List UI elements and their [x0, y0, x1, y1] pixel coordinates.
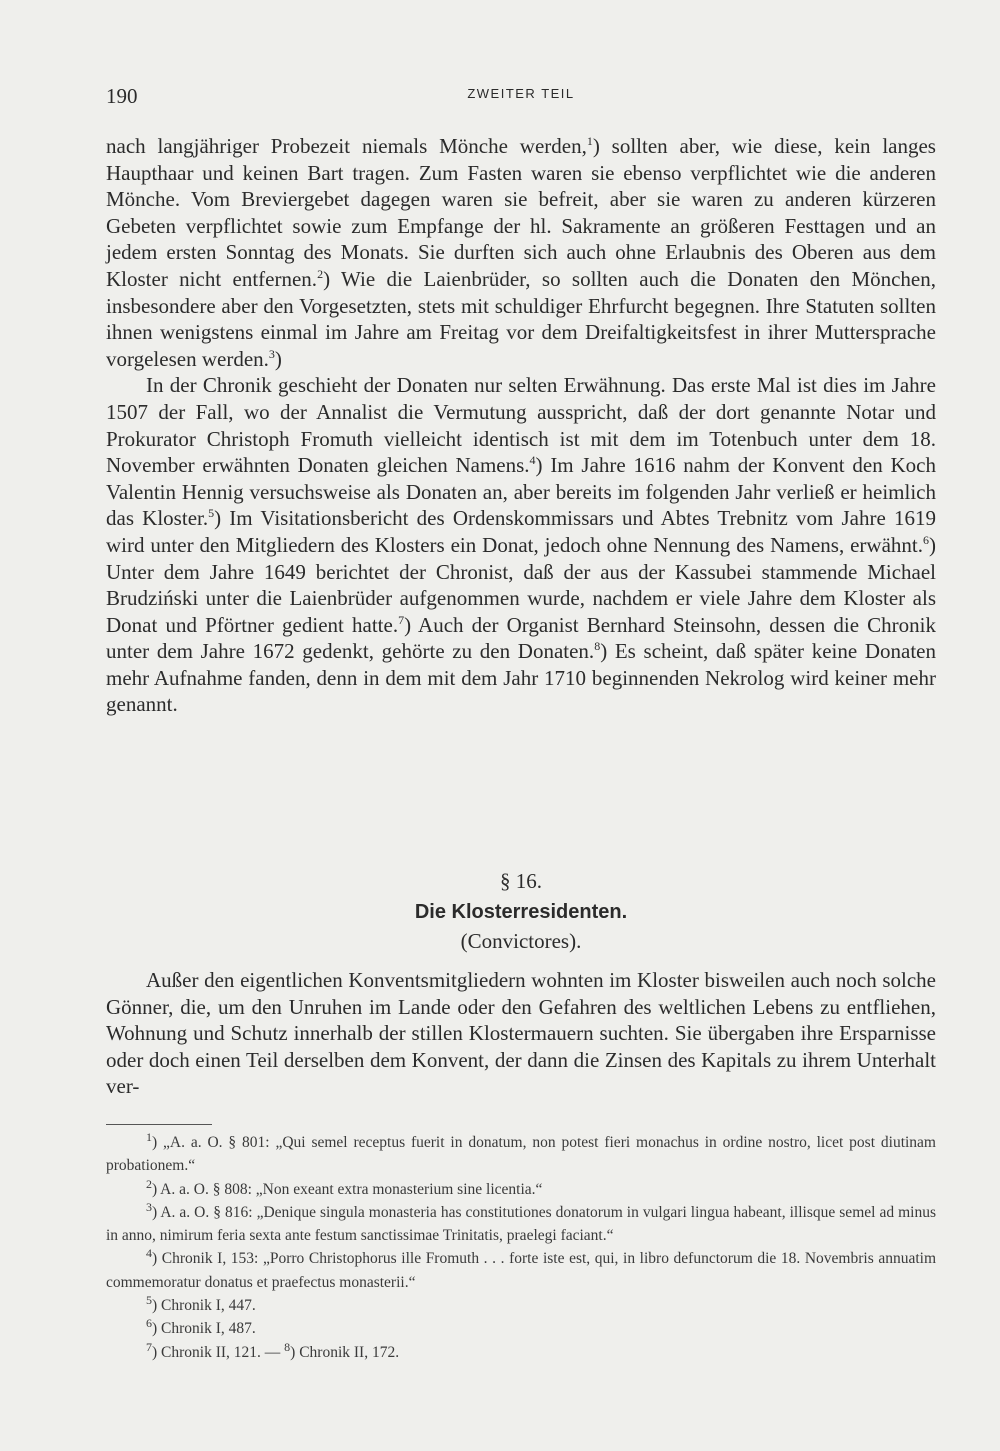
- page-number: 190: [106, 84, 138, 108]
- page-header: [106, 84, 936, 114]
- section-subtitle: (Convictores).: [460, 929, 582, 953]
- footnote-6: $^6$) Chronik I, 487.: [146, 1316, 256, 1338]
- footnote-7-8: $^7$) Chronik II, 121. — $^8$) Chronik II, 172.: [146, 1339, 400, 1361]
- running-title: ZWEITER TEIL: [467, 86, 575, 101]
- footnote-2: $^2$) A. a. O. § 808: „Non exeant extra monasterium sine licentia.“: [146, 1176, 543, 1198]
- paragraph-2: In der Chronik geschieht der Donaten nur selten Erwähnung. Das erste Mal ist dies im Jahre 1507 der Fall, wo der Annalist die Vermutung ausspricht, daß der dort genannte Notar und Prokurator Christoph Fromuth vielleicht identisch ist mit dem im Totenbuch unter dem 18. November erwähnten Donaten gleichen Namens.$^4$) Im Jahre 1616 nahm der Konvent den Koch Valentin Hennig versuchsweise als Donaten an, aber bereits im folgenden Jahr verließ er heimlich das Kloster.$^5$) Im Visitationsbericht des Ordenskommissars und Abtes Trebnitz vom Jahre 1619 wird unter den Mitgliedern des Klosters ein Donat, jedoch ohne Nennung des Namens, erwähnt.$^6$) Unter dem Jahre 1649 berichtet der Chronist, daß der aus der Kassubei stammende Michael Brudziński unter die Laienbrüder aufgenommen wurde, nachdem er viele Jahre dem Kloster als Donat und Pförtner gedient hatte.$^7$) Auch der Organist Bernhard Steinsohn, dessen die Chronik unter dem Jahre 1672 gedenkt, gehörte zu den Donaten.$^8$) Es scheint, daß später keine Donaten mehr Aufnahme fanden, denn in dem mit dem Jahr 1710 beginnenden Nekrolog wird keiner mehr genannt.: [106, 373, 936, 717]
- paragraph-3: Außer den eigentlichen Konventsmitgliedern wohnten im Kloster bisweilen auch noch solche Gönner, die, um den Unruhen im Lande oder den Gefahren des weltlichen Lebens zu entfliehen, Wohnung und Schutz innerhalb der stillen Klostermauern suchten. Sie übergaben ihre Ersparnisse oder doch einen Teil derselben dem Konvent, der dann die Zinsen des Kapitals zu ihrem Unterhalt ver-: [106, 968, 936, 1099]
- footnote-5: $^5$) Chronik I, 447.: [146, 1292, 256, 1315]
- section-title: Die Klosterresidenten.: [414, 901, 628, 923]
- section-heading: [106, 866, 936, 956]
- footnote-4: $^4$) Chronik I, 153: „Porro Christophorus ille Fromuth . . . forte iste est, qui, in libro defunctorum die 18. Novembris annuatim commemoratur donatus et praefectus monasterii.“: [106, 1246, 936, 1291]
- body-text-section: [106, 967, 936, 1100]
- body-text: [106, 133, 936, 718]
- paragraph-1: nach langjähriger Probezeit niemals Mönche werden,$^1$) sollten aber, wie diese, kein langes Haupthaar und keinen Bart tragen. Zum Fasten waren sie ebenso verpflichtet wie die anderen Mönche. Vom Breviergebet dagegen waren sie befreit, aber sie waren zu anderen kürzeren Gebeten verpflichtet sowie zum Empfange der hl. Sakramente an größeren Festtagen und an jedem ersten Sonntag des Monats. Sie durften sich auch ohne Erlaubnis des Oberen aus dem Kloster nicht entfernen.$^2$) Wie die Laienbrüder, so sollten auch die Donaten den Mönchen, insbesondere aber den Vorgesetzten, stets mit schuldiger Ehrfurcht begegnen. Ihre Statuten sollten ihnen wenigstens einmal im Jahre am Freitag vor dem Dreifaltigkeitsfest in ihrer Muttersprache vorgelesen werden.$^3$): [106, 134, 937, 371]
- footnote-1: $^1$) „A. a. O. § 801: „Qui semel receptus fuerit in donatum, non potest fieri monachus in ordine nostro, licet post diutinam probationem.“: [106, 1129, 936, 1175]
- footnote-3: $^3$) A. a. O. § 816: „Denique singula monasteria has constitutiones donatorum in vulgari lingua habeant, illisque semel ad minus in anno, nimirum feria sexta ante festum sanctissimae Trinitatis, praelegi faciant.“: [106, 1199, 936, 1245]
- footnote-divider: [106, 1124, 212, 1125]
- footnotes: [106, 1131, 936, 1364]
- section-number: § 16.: [500, 869, 542, 893]
